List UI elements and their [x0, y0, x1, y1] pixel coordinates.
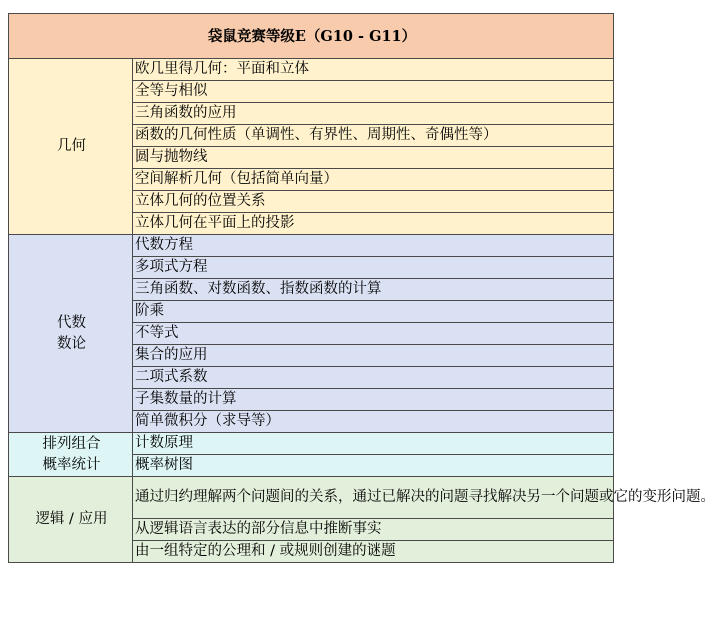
- title-row: [9, 14, 614, 59]
- table-row: [9, 59, 614, 81]
- curriculum-table: [8, 13, 715, 563]
- topic-cell: 通过归约理解两个问题间的关系，通过已解决的问题寻找解决另一个问题或它的变形问题。: [133, 477, 614, 519]
- topic-cell: 函数的几何性质（单调性、有界性、周期性、奇偶性等）: [133, 125, 614, 147]
- topic-cell: 立体几何的位置关系: [133, 191, 614, 213]
- topic-cell: 集合的应用: [133, 345, 614, 367]
- table-row: [9, 235, 614, 257]
- table-row: [9, 477, 614, 519]
- topic-cell: 子集数量的计算: [133, 389, 614, 411]
- table-row: [9, 433, 614, 455]
- topic-cell: 三角函数、对数函数、指数函数的计算: [133, 279, 614, 301]
- topic-cell: 计数原理: [133, 433, 614, 455]
- category-combinatorics-probability: 排列组合 概率统计: [9, 433, 133, 477]
- category-algebra-number-theory: 代数 数论: [9, 235, 133, 433]
- curriculum-table-container: [8, 13, 715, 563]
- topic-cell: 全等与相似: [133, 81, 614, 103]
- topic-cell: 三角函数的应用: [133, 103, 614, 125]
- topic-cell: 欧几里得几何：平面和立体: [133, 59, 614, 81]
- topic-cell: 代数方程: [133, 235, 614, 257]
- topic-cell: 多项式方程: [133, 257, 614, 279]
- category-geometry: 几何: [9, 59, 133, 235]
- topic-cell: 立体几何在平面上的投影: [133, 213, 614, 235]
- table-title: 袋鼠竞赛等级E（G10 - G11）: [9, 14, 614, 59]
- topic-cell: 简单微积分（求导等）: [133, 411, 614, 433]
- topic-cell: 由一组特定的公理和 / 或规则创建的谜题: [133, 541, 614, 563]
- topic-cell: 不等式: [133, 323, 614, 345]
- topic-cell: 阶乘: [133, 301, 614, 323]
- topic-cell: 圆与抛物线: [133, 147, 614, 169]
- topic-cell: 空间解析几何（包括简单向量）: [133, 169, 614, 191]
- topic-cell: 从逻辑语言表达的部分信息中推断事实: [133, 519, 614, 541]
- topic-cell: 概率树图: [133, 455, 614, 477]
- topic-cell: 二项式系数: [133, 367, 614, 389]
- category-logic-application: 逻辑 / 应用: [9, 477, 133, 563]
